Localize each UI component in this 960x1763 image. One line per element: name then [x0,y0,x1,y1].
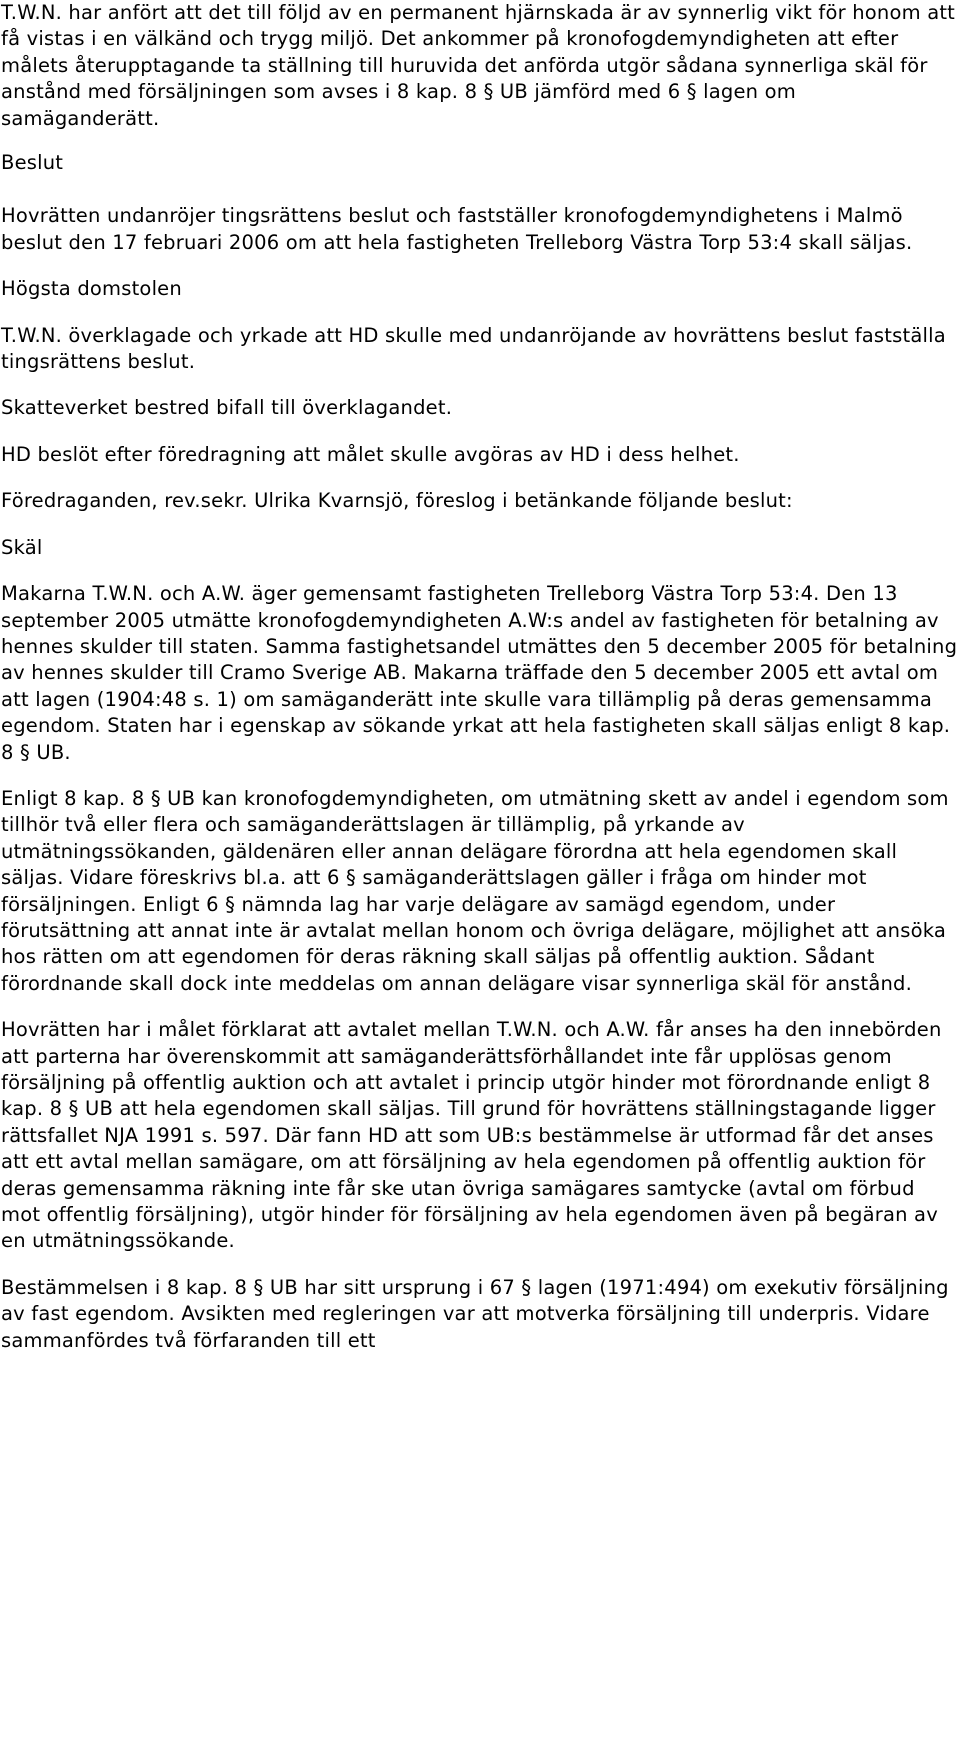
bestammelsen-paragraph: Bestämmelsen i 8 kap. 8 § UB har sitt ursprung i 67 § lagen (1971:494) om exekutiv försäljning av fast egendom. Avsikten med regleringen var att motverka försäljning till underpris. Vidare sammanfördes två förfaranden till ett [1,1275,949,1352]
intro-paragraph: T.W.N. har anfört att det till följd av en permanent hjärnskada är av synnerlig vikt för honom att få vistas i en välkänd och trygg miljö. Det ankommer på kronofogdemyndigheten att efter målets återupptagande ta ställning till huruvida det anförda utgör sådana synnerliga skäl för anstånd med försäljningen som avses i 8 kap. 8 § UB jämförd med 6 § lagen om samäganderätt. [1,1,956,130]
overklagade-paragraph: T.W.N. överklagade och yrkade att HD skulle med undanröjande av hovrättens beslut fastställa tingsrättens beslut. [1,323,946,374]
heading-beslut: Beslut [1,151,64,175]
skatteverket-paragraph: Skatteverket bestred bifall till överklagandet. [1,396,453,420]
hd-beslot-paragraph: HD beslöt efter föredragning att målet skulle avgöras av HD i dess helhet. [1,442,740,466]
hovratten-paragraph: Hovrätten har i målet förklarat att avtalet mellan T.W.N. och A.W. får anses ha den innebörden att parterna har överenskommit att samäganderättsförhållandet inte får upplösas genom försäljning på offentlig auktion och att avtalet i princip utgör hinder mot förordnande enligt 8 kap. 8 § UB att hela egendomen skall säljas. Till grund för hovrättens ställningstagande ligger rättsfallet NJA 1991 s. 597. Där fann HD att som UB:s bestämmelse är utformad får det anses att ett avtal mellan samägare, om att försäljning av hela egendomen på offentlig auktion för deras gemensamma räkning inte får ske utan övriga samägares samtycke (avtal om förbud mot offentlig försäljning), utgör hinder för försäljning av hela egendomen även på begäran av en utmätningssökande. [1,1018,942,1253]
enligt-paragraph: Enligt 8 kap. 8 § UB kan kronofogdemyndigheten, om utmätning skett av andel i egendom som tillhör två eller flera och samäganderättslagen är tillämplig, på yrkande av utmätningssökanden, gäldenären eller annan delägare förordna att hela egendomen skall säljas. Vidare föreskrivs bl.a. att 6 § samäganderättslagen gäller i fråga om hinder mot försäljningen. Enligt 6 § nämnda lag har varje delägare av samägd egendom, under förutsättning att annat inte är avtalat mellan honom och övriga delägare, möjlighet att ansöka hos rätten om att egendomen för deras räkning skall säljas på offentlig auktion. Sådant förordnande skall dock inte meddelas om annan delägare visar synnerliga skäl för anstånd. [1,786,949,995]
beslut-paragraph: Hovrätten undanröjer tingsrättens beslut och fastställer kronofogdemyndighetens i Malmö beslut den 17 februari 2006 om att hela fastigheten Trelleborg Västra Torp 53:4 skall säljas. [1,204,913,254]
foredraganden-paragraph: Föredraganden, rev.sekr. Ulrika Kvarnsjö, föreslog i betänkande följande beslut: [1,489,793,513]
heading-hogsta-domstolen: Högsta domstolen [1,277,182,301]
makarna-paragraph: Makarna T.W.N. och A.W. äger gemensamt fastigheten Trelleborg Västra Torp 53:4. Den 13 september 2005 utmätte kronofogdemyndigheten A.W:s andel av fastigheten för betalning av hennes skulder till staten. Samma fastighetsandel utmättes den 5 december 2005 för betalning av hennes skulder till Cramo Sverige AB. Makarna träffade den 5 december 2005 ett avtal om att lagen (1904:48 s. 1) om samäganderätt inte skulle vara tillämplig på deras gemensamma egendom. Staten har i egenskap av sökande yrkat att hela fastigheten skall säljas enligt 8 kap. 8 § UB. [1,582,958,764]
heading-skal: Skäl [1,535,43,559]
